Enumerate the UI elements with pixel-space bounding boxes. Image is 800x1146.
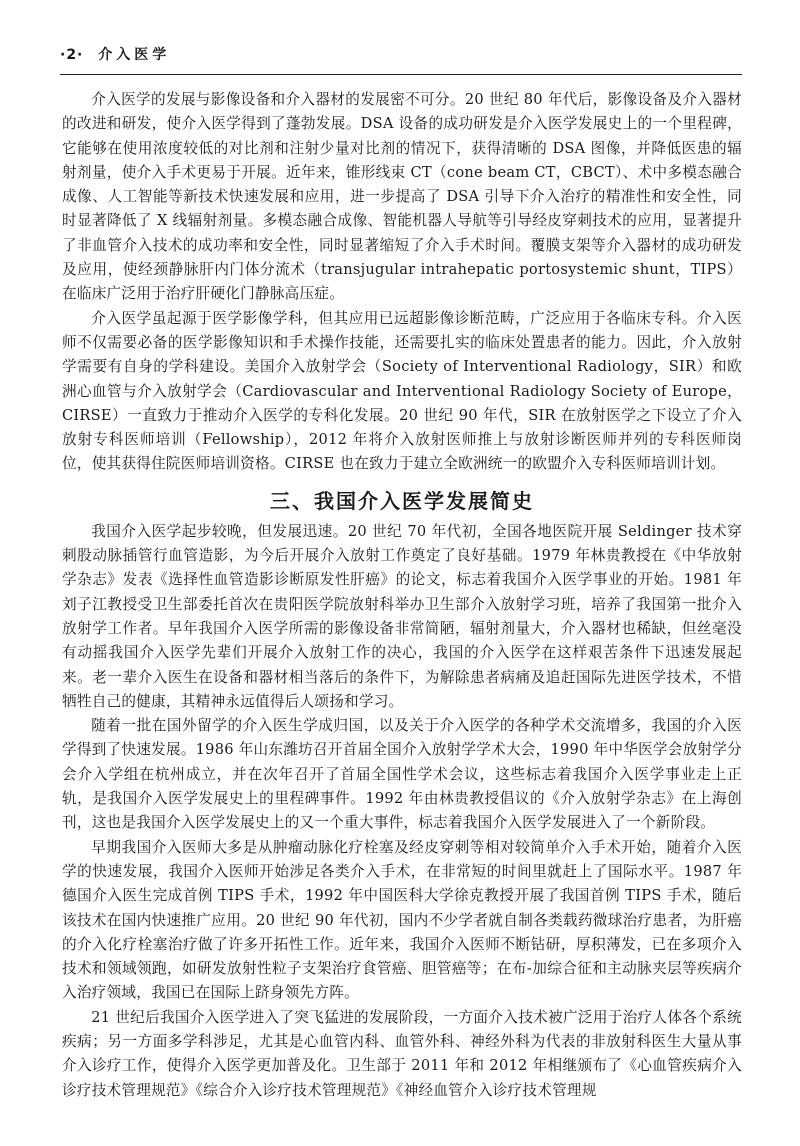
paragraph-equipment: 介入医学的发展与影像设备和介入器材的发展密不可分。20 世纪 80 年代后，影像设备及介入器材的改进和研发，使介入医学得到了蓬勃发展。DSA 设备的成功研发是介入医学发展史上的一个里程碑，它能够在使用浓度较低的对比剂和注射少量对比剂的情况下，获得清晰的 DSA 图像，并降低医患的辐射剂量，使介入手术更易于开展。近年来，锥形线束 CT（cone beam CT，CBCT）、术中多模态融合成像、人工智能等新技术快速发展和应用，进一步提高了 DSA 引导下介入治疗的精准性和安全性，同时显著降低了 X 线辐射剂量。多模态融合成像、智能机器人导航等引导经皮穿刺技术的应用，显著提升了非血管介入技术的成功率和安全性，同时显著缩短了介入手术时间。覆膜支架等介入器材的成功研发及应用，使经颈静脉肝内门体分流术（transjugular intrahepatic portosystemic shunt，TIPS）在临床广泛用于治疗肝硬化门静脉高压症。 — [62, 91, 742, 303]
body-text — [62, 88, 742, 1103]
paragraph-origins: 我国介入医学起步较晚，但发展迅速。20 世纪 70 年代初，全国各地医院开展 Seldinger 技术穿刺股动脉插管行血管造影，为今后开展介入放射工作奠定了良好基础。1979 年林贵教授在《中华放射学杂志》发表《选择性血管造影诊断原发性肝癌》的论文，标志着我国介入医学事业的开始。1981 年刘子江教授受卫生部委托首次在贵阳医学院放射科举办卫生部介入放射学习班，培养了我国第一批介入放射学工作者。早年我国介入医学所需的影像设备非常简陋，辐射剂量大，介入器材也稀缺，但丝毫没有动摇我国介入医学先辈们开展介入放射工作的决心，我国的介入医学在这样艰苦条件下迅速发展起来。老一辈介入医生在设备和器材相当落后的条件下，为解除患者病痛及追赶国际先进医学技术，不惜牺牲自己的健康，其精神永远值得后人颂扬和学习。 — [62, 522, 742, 710]
paragraph-specialty: 介入医学虽起源于医学影像学科，但其应用已远超影像诊断范畴，广泛应用于各临床专科。介入医师不仅需要必备的医学影像知识和手术操作技能，还需要扎实的临床处置患者的能力。因此，介入放射学需要有自身的学科建设。美国介入放射学会（Society of Interventional Radiology，SIR）和欧洲心血管与介入放射学会（Cardiovascular and Interventional Radiology Society of Europe，CIRSE）一直致力于推动介入医学的专科化发展。20 世纪 90 年代，SIR 在放射医学之下设立了介入放射专科医师培训（Fellowship），2012 年将介入放射医师推上与放射诊断医师并列的专科医师岗位，使其获得住院医师培训资格。CIRSE 也在致力于建立全欧洲统一的欧盟介入专科医师培训计划。 — [62, 309, 742, 473]
section-heading: 三、我国介入医学发展简史 — [270, 488, 534, 513]
paragraph-development: 随着一批在国外留学的介入医生学成归国，以及关于介入医学的各种学术交流增多，我国的介入医学得到了快速发展。1986 年山东潍坊召开首届全国介入放射学学术大会，1990 年中华医学会放射学分会介入学组在杭州成立，并在次年召开了首届全国性学术会议，这些标志着我国介入医学事业走上正轨，是我国介入医学发展史上的里程碑事件。1992 年由林贵教授倡议的《介入放射学杂志》在上海创刊，这也是我国介入医学发展史上的又一个重大事件，标志着我国介入医学发展进入了一个新阶段。 — [62, 717, 742, 832]
paragraph-early-practice: 早期我国介入医师大多是从肿瘤动脉化疗栓塞及经皮穿刺等相对较简单介入手术开始，随着介入医学的快速发展，我国介入医师开始涉足各类介入手术，在非常短的时间里就赶上了国际水平。1987 年德国介入医生完成首例 TIPS 手术，1992 年中国医科大学徐克教授开展了我国首例 TIPS 手术，随后该技术在国内快速推广应用。20 世纪 90 年代初，国内不少学者就自制各类载药微球治疗患者，为肝癌的介入化疗栓塞治疗做了许多开拓性工作。近年来，我国介入医师不断钻研，厚积薄发，已在多项介入技术和领域领跑，如研发放射性粒子支架治疗食管癌、胆管癌等；在布-加综合征和主动脉夹层等疾病介入治疗领域，我国已在国际上跻身领先方阵。 — [62, 838, 742, 1002]
page-number: ·2· — [60, 47, 84, 63]
paragraph-21st-century: 21 世纪后我国介入医学进入了突飞猛进的发展阶段，一方面介入技术被广泛用于治疗人体各个系统疾病；另一方面多学科涉足，尤其是心血管内科、血管外科、神经外科为代表的非放射科医生大量从事介入诊疗工作，使得介入医学更加普及化。卫生部于 2011 年和 2012 年相继颁布了《心血管疾病介入诊疗技术管理规范》《综合介入诊疗技术管理规范》《神经血管介入诊疗技术管理规 — [62, 1008, 742, 1099]
header-rule — [60, 74, 742, 75]
running-header — [60, 44, 742, 70]
running-title: 介入医学 — [98, 47, 171, 63]
